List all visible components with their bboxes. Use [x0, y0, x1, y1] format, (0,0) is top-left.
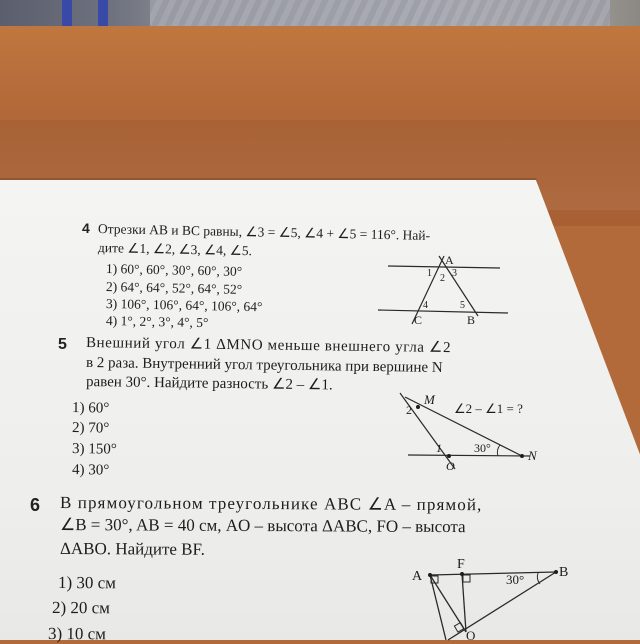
q5-label-n: N: [528, 448, 537, 463]
q6-label-angle: 30°: [506, 572, 525, 587]
q5-label-2: 2: [406, 403, 412, 417]
q4-option-3: 3) 106°, 106°, 64°, 106°, 64°: [105, 296, 263, 315]
q5-option-2: 2) 70°: [71, 420, 110, 437]
q6-text-line1: В прямоугольном треугольнике ABC ∠A – прямой,: [59, 493, 483, 515]
q4-option-4: 4) 1°, 2°, 3°, 4°, 5°: [105, 313, 209, 331]
q6-label-f: F: [457, 557, 465, 572]
q6-option-3: 3) 10 см: [47, 624, 107, 644]
q5-option-3: 3) 150°: [71, 441, 117, 458]
q4-option-1: 1) 60°, 60°, 30°, 60°, 30°: [105, 261, 243, 279]
q4-label-3: 3: [452, 268, 457, 279]
q6-label-o: O: [466, 628, 476, 643]
q6-text-line2: ∠B = 30°, AB = 40 см, AO – высота ΔABC, FO – высота: [59, 515, 466, 537]
q4-text-line2: дите ∠1, ∠2, ∠3, ∠4, ∠5.: [97, 240, 253, 259]
q5-question: ∠2 – ∠1 = ?: [454, 401, 523, 416]
q6-point-a: [428, 573, 432, 577]
q5-label-o: O: [446, 459, 455, 473]
q4-label-b: B: [467, 313, 476, 327]
q6-height-fo: [462, 574, 466, 632]
q6-option-1: 1) 30 см: [57, 573, 117, 593]
q4-label-c: C: [414, 313, 423, 327]
q6-side-ac: [430, 575, 446, 640]
q4-number: 4: [82, 220, 90, 236]
q5-text-line1: Внешний угол ∠1 ΔMNO меньше внешнего угла ∠2: [85, 335, 452, 357]
q5-option-4: 4) 30°: [71, 462, 110, 479]
q6-label-a: A: [412, 569, 423, 584]
q6-text-line3: ΔABO. Найдите BF.: [59, 539, 205, 559]
q4-label-5: 5: [460, 300, 465, 311]
q6-number: 6: [30, 495, 41, 515]
q5-label-1: 1: [436, 441, 442, 455]
q5-option-1: 1) 60°: [71, 400, 110, 417]
q5-label-m: M: [424, 392, 435, 407]
q4-label-2: 2: [440, 273, 445, 284]
q5-text-line3: равен 30°. Найдите разность ∠2 – ∠1.: [85, 374, 333, 394]
q4-text-line1: Отрезки AB и BC равны, ∠3 = ∠5, ∠4 + ∠5 = 116°. Най-: [97, 221, 431, 243]
q6-point-f: [460, 572, 464, 576]
q6-right-angle-f: [463, 575, 470, 582]
q4-label-4: 4: [423, 300, 428, 311]
q6-label-b: B: [559, 565, 569, 580]
q5-number: 5: [58, 336, 67, 353]
q5-text-line2: в 2 раза. Внутренний угол треугольника при вершине N: [85, 355, 443, 376]
q4-option-2: 2) 64°, 64°, 52°, 64°, 52°: [105, 279, 243, 297]
q6-point-b: [554, 570, 558, 574]
q5-label-angle: 30°: [474, 441, 491, 455]
q4-label-a: A: [445, 253, 454, 267]
q6-option-2: 2) 20 см: [51, 598, 111, 618]
q4-label-1: 1: [427, 268, 432, 279]
